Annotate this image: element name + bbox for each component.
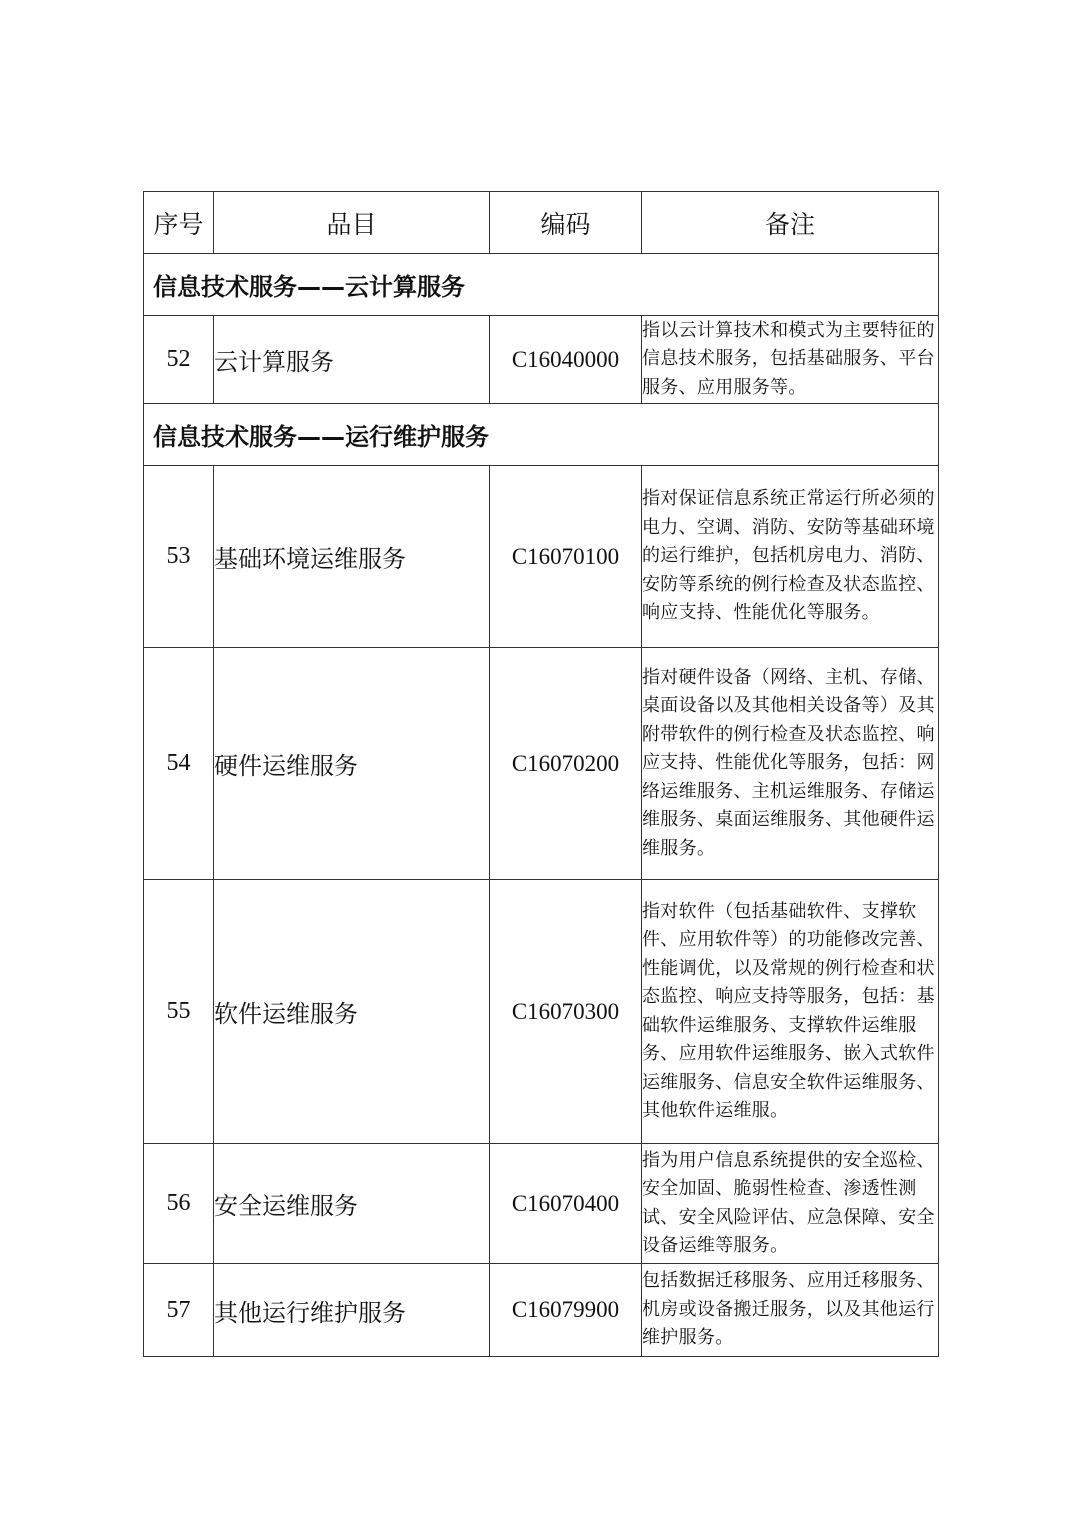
- header-row: [144, 192, 939, 254]
- row-item: 云计算服务: [214, 316, 490, 404]
- row-note: 指对保证信息系统正常运行所必须的电力、空调、消防、安防等基础环境的运行维护，包括机房电力、消防、安防等系统的例行检查及状态监控、响应支持、性能优化等服务。: [642, 466, 939, 648]
- table-row: [144, 316, 939, 404]
- header-item: 品目: [214, 192, 490, 254]
- section-row: [144, 254, 939, 316]
- row-no: 57: [144, 1264, 214, 1357]
- table-row: [144, 1144, 939, 1264]
- row-no: 52: [144, 316, 214, 404]
- table-row: [144, 1264, 939, 1357]
- row-item: 软件运维服务: [214, 880, 490, 1144]
- header-note: 备注: [642, 192, 939, 254]
- header-no: 序号: [144, 192, 214, 254]
- row-code: C16070300: [490, 880, 642, 1144]
- section-row: [144, 404, 939, 466]
- row-item: 其他运行维护服务: [214, 1264, 490, 1357]
- header-code: 编码: [490, 192, 642, 254]
- row-item: 基础环境运维服务: [214, 466, 490, 648]
- row-note: 指对软件（包括基础软件、支撑软件、应用软件等）的功能修改完善、性能调优，以及常规的例行检查和状态监控、响应支持等服务，包括：基础软件运维服务、支撑软件运维服务、应用软件运维服务、嵌入式软件运维服务、信息安全软件运维服务、其他软件运维服。: [642, 880, 939, 1144]
- table-row: [144, 466, 939, 648]
- row-item: 安全运维服务: [214, 1144, 490, 1264]
- row-no: 56: [144, 1144, 214, 1264]
- row-code: C16070200: [490, 648, 642, 880]
- row-code: C16079900: [490, 1264, 642, 1357]
- section-title: 信息技术服务——云计算服务: [144, 254, 939, 316]
- row-note: 指为用户信息系统提供的安全巡检、安全加固、脆弱性检查、渗透性测试、安全风险评估、应急保障、安全设备运维等服务。: [642, 1144, 939, 1264]
- row-item: 硬件运维服务: [214, 648, 490, 880]
- row-note: 指对硬件设备（网络、主机、存储、桌面设备以及其他相关设备等）及其附带软件的例行检查及状态监控、响应支持、性能优化等服务，包括：网络运维服务、主机运维服务、存储运维服务、桌面运维服务、其他硬件运维服务。: [642, 648, 939, 880]
- row-note: 包括数据迁移服务、应用迁移服务、机房或设备搬迁服务，以及其他运行维护服务。: [642, 1264, 939, 1357]
- row-no: 55: [144, 880, 214, 1144]
- row-no: 53: [144, 466, 214, 648]
- catalog-table: [143, 191, 939, 1357]
- table-row: [144, 880, 939, 1144]
- row-code: C16070100: [490, 466, 642, 648]
- row-no: 54: [144, 648, 214, 880]
- row-code: C16070400: [490, 1144, 642, 1264]
- table-row: [144, 648, 939, 880]
- row-code: C16040000: [490, 316, 642, 404]
- row-note: 指以云计算技术和模式为主要特征的信息技术服务，包括基础服务、平台服务、应用服务等。: [642, 316, 939, 404]
- section-title: 信息技术服务——运行维护服务: [144, 404, 939, 466]
